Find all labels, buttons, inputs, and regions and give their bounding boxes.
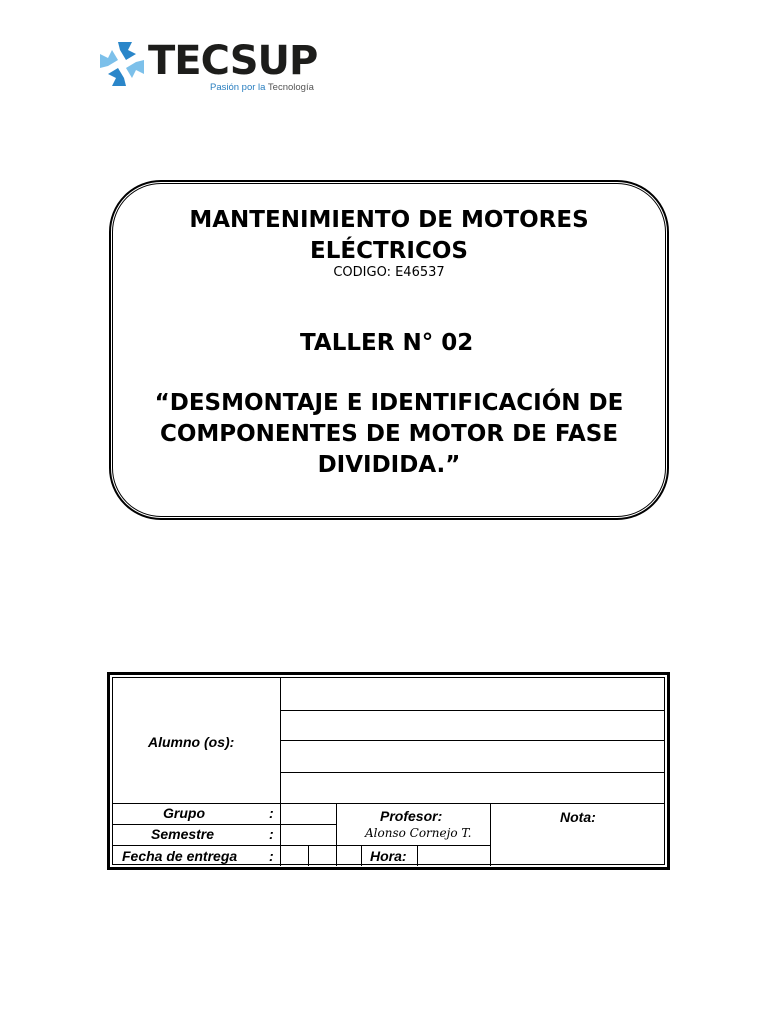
course-title bbox=[109, 205, 669, 267]
brand-tagline: Pasión por la Tecnología bbox=[210, 82, 314, 93]
brand-name: TECSUP bbox=[148, 38, 318, 84]
time-field[interactable] bbox=[418, 846, 490, 866]
group-label: Grupo bbox=[163, 805, 205, 821]
student-name-field-3[interactable] bbox=[281, 741, 665, 772]
student-name-field-2[interactable] bbox=[281, 711, 665, 740]
lab-title-line3: DIVIDIDA.” bbox=[317, 452, 461, 478]
delivery-year-field[interactable] bbox=[337, 846, 361, 866]
delivery-month-field[interactable] bbox=[309, 846, 336, 866]
delivery-date-colon: : bbox=[269, 848, 274, 864]
lab-title bbox=[119, 388, 659, 481]
workshop-number: TALLER N° 02 bbox=[300, 330, 474, 356]
group-colon: : bbox=[269, 805, 274, 821]
divider bbox=[361, 845, 362, 866]
grade-label: Nota: bbox=[560, 809, 596, 825]
semester-label: Semestre bbox=[151, 826, 215, 842]
professor-name: Alonso Cornejo T. bbox=[365, 826, 472, 840]
semester-field[interactable] bbox=[281, 825, 336, 845]
student-name-field-4[interactable] bbox=[281, 773, 665, 803]
tecsup-arrows-icon bbox=[96, 38, 148, 90]
delivery-day-field[interactable] bbox=[281, 846, 308, 866]
time-label: Hora: bbox=[370, 848, 407, 864]
professor-label: Profesor: bbox=[380, 808, 443, 824]
student-name-field-1[interactable] bbox=[281, 679, 665, 710]
lab-title-line1: “DESMONTAJE E IDENTIFICACIÓN DE bbox=[154, 390, 624, 416]
semester-colon: : bbox=[269, 826, 274, 842]
course-code: CODIGO: E46537 bbox=[333, 265, 445, 280]
info-table bbox=[112, 677, 665, 865]
course-title-line2: ELÉCTRICOS bbox=[310, 238, 468, 264]
course-title-line1: MANTENIMIENTO DE MOTORES bbox=[189, 207, 589, 233]
divider bbox=[113, 803, 665, 804]
delivery-date-label: Fecha de entrega bbox=[122, 848, 238, 864]
students-label: Alumno (os): bbox=[148, 734, 235, 750]
lab-title-line2: COMPONENTES DE MOTOR DE FASE bbox=[159, 421, 619, 447]
group-field[interactable] bbox=[281, 804, 336, 824]
grade-field[interactable] bbox=[491, 826, 665, 866]
tecsup-logo bbox=[96, 36, 316, 98]
